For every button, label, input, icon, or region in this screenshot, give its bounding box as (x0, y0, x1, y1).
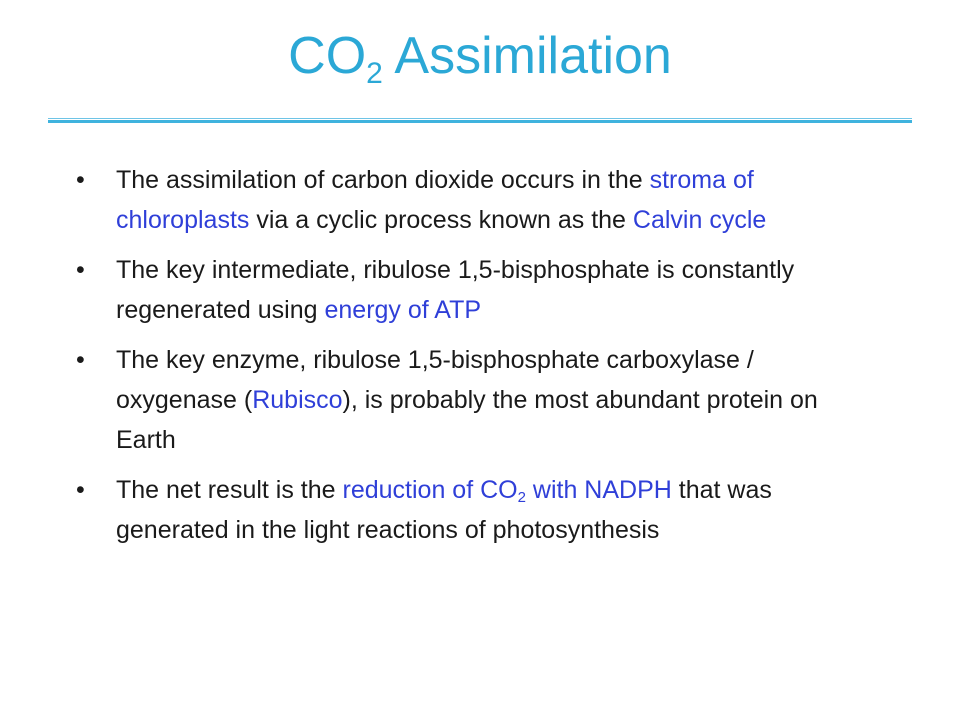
bullet-dot: • (76, 346, 85, 374)
bullet-text: via a cyclic process known as the (249, 206, 633, 234)
highlight-subscript: 2 (517, 489, 526, 506)
title-divider-thin (48, 118, 912, 119)
bullet-highlight: Rubisco (252, 386, 343, 414)
bullet-dot: • (76, 256, 85, 284)
bullet-highlight: Calvin cycle (632, 206, 767, 234)
bullet-dot: • (76, 166, 85, 194)
title-suffix: Assimilation (382, 27, 672, 85)
bullet-text: ), is probably the most abundant protein on Earth (116, 386, 818, 454)
bullet-text: The key enzyme, ribulose 1,5-bisphosphate carboxylase / oxygenase ( (116, 346, 754, 414)
title-divider-thick (48, 120, 912, 123)
bullet-text: that was generated in the light reactions of photosynthesis (116, 476, 772, 544)
bullet-text: The net result is the (116, 476, 343, 504)
bullet-item (72, 340, 852, 460)
bullet-item (72, 250, 852, 330)
highlight-text: reduction of CO (342, 476, 518, 504)
bullet-highlight: energy of ATP (324, 296, 482, 324)
title-divider (48, 118, 912, 124)
slide-title (0, 27, 960, 90)
bullet-text: The assimilation of carbon dioxide occurs in the (116, 166, 650, 194)
bullet-list (72, 160, 852, 560)
bullet-item (72, 160, 852, 240)
bullet-highlight (343, 476, 672, 504)
bullet-text: The key intermediate, ribulose 1,5-bisphosphate is constantly regenerated using (116, 256, 795, 324)
title-subscript: 2 (366, 57, 383, 90)
title-prefix: CO (288, 27, 367, 85)
highlight-text: with NADPH (525, 476, 672, 504)
bullet-dot: • (76, 476, 85, 504)
bullet-highlight: stroma of chloroplasts (116, 166, 754, 234)
bullet-item (72, 470, 852, 550)
